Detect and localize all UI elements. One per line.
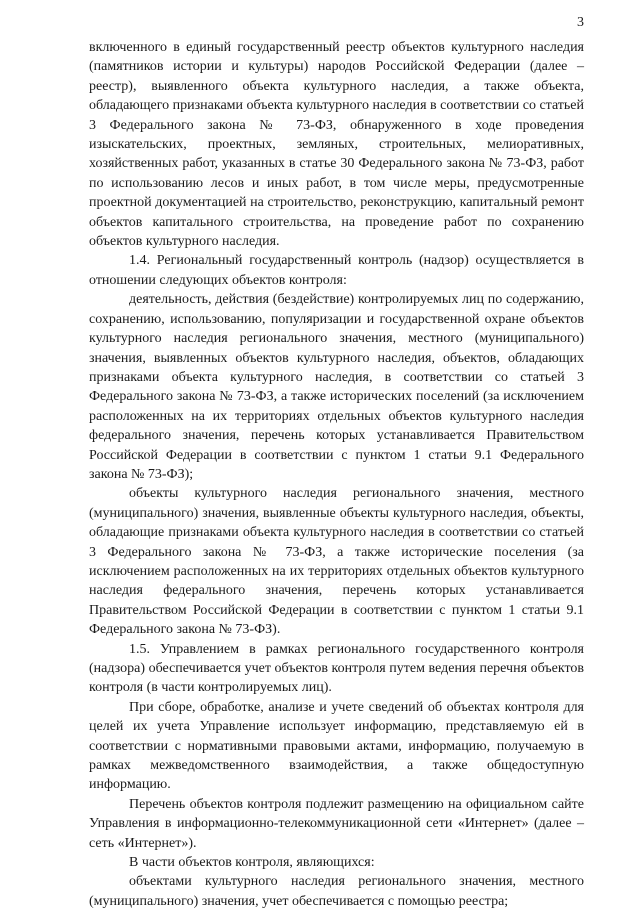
paragraph-registry-accounting: объектами культурного наследия регионального значения, местного (муниципального) значения, учет обеспечивается с помощью реестра; bbox=[89, 874, 584, 909]
paragraph-1-5: 1.5. Управлением в рамках регионального государственного контроля (надзора) обеспечивается учет объектов контроля путем ведения перечня объектов контроля (в части контролируемых лиц). bbox=[89, 641, 584, 696]
document-body bbox=[89, 38, 584, 911]
paragraph-objects-intro: В части объектов контроля, являющихся: bbox=[129, 855, 375, 871]
paragraph-information-sources: При сборе, обработке, анализе и учете сведений об объектах контроля для целей их учета Управление использует информацию, представляемую ей в соответствии с нормативными правовыми актами, информацию, получаемую в рамках межведомственного взаимодействия, а также общедоступную информацию. bbox=[89, 699, 584, 793]
paragraph-continuation: включенного в единый государственный реестр объектов культурного наследия (памятников истории и культуры) народов Российской Федерации (далее – реестр), выявленного объекта культурного наследия, а также объекта, обладающего признаками объекта культурного наследия в соответствии со статьей 3 Федерального закона № 73-ФЗ, обнаруженного в ходе проведения изыскательских, проектных, земляных, строительных, мелиоративных, хозяйственных работ, указанных в статье 30 Федерального закона № 73-ФЗ, работ по использованию лесов и иных работ, в том числе меры, предусмотренные проектной документацией на строительство, реконструкцию, капитальный ремонт объектов капитального строительства, на проведение работ по сохранению объектов культурного наследия. bbox=[89, 40, 585, 250]
paragraph-publication: Перечень объектов контроля подлежит размещению на официальном сайте Управления в информационно-телекоммуникационной сети «Интернет» (далее – сеть «Интернет»). bbox=[89, 796, 584, 851]
paragraph-control-activity: деятельность, действия (бездействие) контролируемых лиц по содержанию, сохранению, использованию, популяризации и государственной охране объектов культурного наследия регионального значения, местного (муниципального) значения, выявленных объектов культурного наследия, объектов, обладающих признаками объекта культурного наследия, в соответствии со статьей 3 Федерального закона № 73-ФЗ, а также исторических поселений (за исключением расположенных на их территориях отдельных объектов культурного наследия федерального значения, перечень которых устанавливается Правительством Российской Федерации в соответствии с пунктом 1 статьи 9.1 Федерального закона № 73-ФЗ); bbox=[89, 292, 584, 482]
paragraph-1-4: 1.4. Региональный государственный контроль (надзор) осуществляется в отношении следующих объектов контроля: bbox=[89, 253, 584, 288]
paragraph-control-objects: объекты культурного наследия регионального значения, местного (муниципального) значения, выявленные объекты культурного наследия, объекты, обладающие признаками объекта культурного наследия в соответствии со статьей 3 Федерального закона № 73-ФЗ, а также исторические поселения (за исключением расположенных на их территориях отдельных объектов культурного наследия федерального значения, перечень которых устанавливается Правительством Российской Федерации в соответствии с пунктом 1 статьи 9.1 Федерального закона № 73-ФЗ). bbox=[89, 486, 584, 638]
page-number: 3 bbox=[577, 15, 584, 30]
